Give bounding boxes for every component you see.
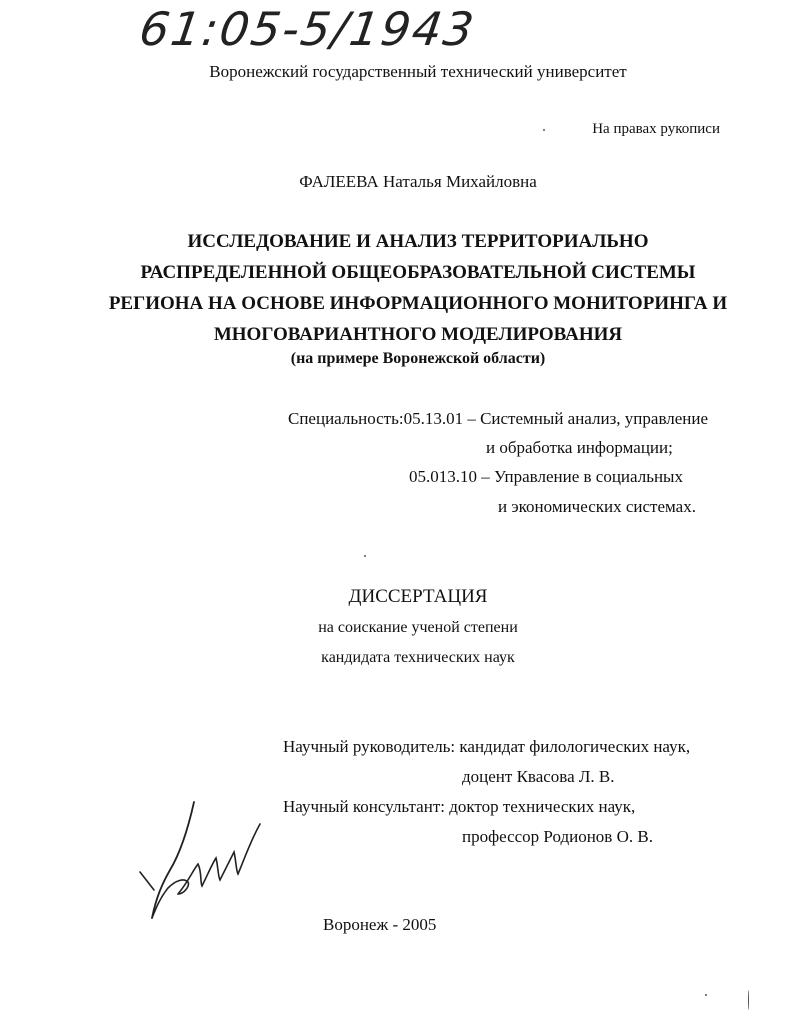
thesis-title (0, 226, 791, 350)
title-line: РАСПРЕДЕЛЕННОЙ ОБЩЕОБРАЗОВАТЕЛЬНОЙ СИСТЕМЫ (140, 262, 696, 283)
advisor-name: доцент Квасова Л. В. (462, 767, 615, 786)
specialty-line-3: 05.013.10 – Управление в социальных (409, 467, 683, 486)
degree-line-1: на соискание ученой степени (318, 619, 518, 636)
degree-line-2: кандидата технических наук (321, 649, 515, 666)
scan-speck (748, 990, 749, 1010)
thesis-subtitle: (на примере Воронежской области) (290, 350, 546, 367)
consultant-name: профессор Родионов О. В. (462, 827, 653, 846)
specialty-line-1: Специальность:05.13.01 – Системный анализ, управление (288, 409, 709, 428)
title-line: ИССЛЕДОВАНИЕ И АНАЛИЗ ТЕРРИТОРИАЛЬНО (187, 231, 649, 252)
handwritten-signature (132, 790, 272, 930)
consultant-title: Научный консультант: доктор технических наук, (283, 797, 636, 816)
manuscript-rights-note: На правах рукописи (592, 121, 720, 137)
university-name: Воронежский государственный технический университет (209, 62, 627, 81)
scan-speck (543, 129, 545, 131)
specialty-line-2: и обработка информации; (486, 438, 673, 457)
archive-stamp: 61:05-5/1943 (136, 2, 479, 56)
dissertation-heading: ДИССЕРТАЦИЯ (348, 586, 488, 607)
title-line: РЕГИОНА НА ОСНОВЕ ИНФОРМАЦИОННОГО МОНИТОРИНГА И (108, 293, 728, 314)
title-line: МНОГОВАРИАНТНОГО МОДЕЛИРОВАНИЯ (213, 324, 623, 345)
scan-speck (364, 555, 366, 557)
advisor-title: Научный руководитель: кандидат филологических наук, (283, 737, 691, 756)
city-year: Воронеж - 2005 (323, 915, 437, 934)
author-name: ФАЛЕЕВА Наталья Михайловна (299, 172, 537, 191)
scan-speck (705, 994, 707, 996)
specialty-line-4: и экономических системах. (498, 497, 696, 516)
